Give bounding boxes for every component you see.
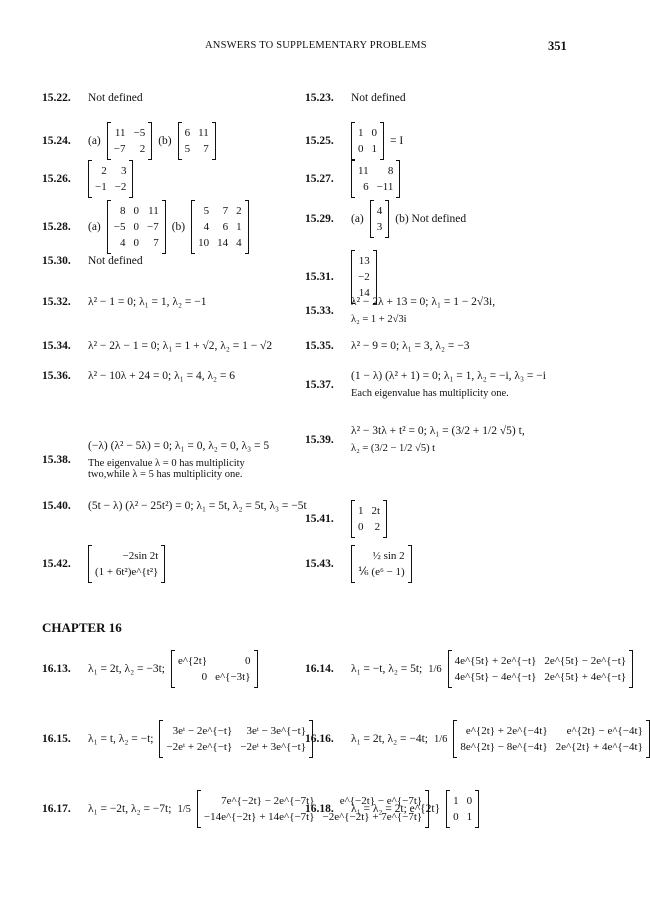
matrix-entry: 2 xyxy=(101,165,107,177)
answer-body xyxy=(351,92,406,104)
part-a-label: (a) xyxy=(88,135,101,147)
answer-15-27 xyxy=(305,160,400,198)
answer-15-41 xyxy=(305,500,387,538)
answer-matrix xyxy=(370,200,390,238)
matrix-entry: 4 xyxy=(203,221,210,233)
running-header: ANSWERS TO SUPPLEMENTARY PROBLEMS xyxy=(205,40,427,51)
answer-text: λ₁ = −2t, λ₂ = −7t; xyxy=(88,803,172,815)
answer-15-26 xyxy=(42,160,133,198)
matrix-entry: 7 xyxy=(203,143,209,155)
matrix-entry: 2e^{5t} − 2e^{−t} xyxy=(544,655,627,667)
matrix-entry: 5 xyxy=(203,205,210,217)
scalar-factor: 1/6 xyxy=(428,663,442,675)
matrix-entry: 8 xyxy=(387,165,394,177)
matrix-entry: 4e^{5t} − 4e^{−t} xyxy=(454,671,537,683)
matrix-entry: 6 xyxy=(184,127,191,139)
matrix-entry: −5 xyxy=(133,127,146,139)
matrix-entry: 0 xyxy=(133,237,139,249)
answer-body xyxy=(351,663,422,675)
answer-text: λ₁ = t, λ₂ = −t; xyxy=(88,733,154,745)
matrix-entry: −11 xyxy=(376,181,394,193)
problem-number: 15.30. xyxy=(42,255,71,267)
matrix-entry: 14 xyxy=(358,287,370,299)
answer-text: λ² − 2λ − 1 = 0; λ₁ = 1 + √2, λ₂ = 1 − √2 xyxy=(88,340,273,352)
matrix-entry: 1 xyxy=(453,795,459,807)
matrix-entry: 0 xyxy=(133,205,139,217)
answer-15-23 xyxy=(305,92,406,104)
part-a-label: (a) xyxy=(88,221,101,233)
answer-15-33 xyxy=(305,296,495,325)
problem-number: 16.15. xyxy=(42,733,71,745)
answer-15-37 xyxy=(305,370,546,399)
matrix-entry: −7 xyxy=(113,143,126,155)
matrix-b xyxy=(178,122,216,160)
answer-body xyxy=(351,296,495,325)
answer-15-25 xyxy=(305,122,403,160)
answer-matrix xyxy=(351,160,400,198)
answer-15-30 xyxy=(42,255,143,267)
answer-text: Not defined xyxy=(351,92,406,104)
problem-number: 15.29. xyxy=(305,213,334,225)
problem-number: 16.13. xyxy=(42,663,71,675)
answer-text: λ² − 2λ + 13 = 0; λ₁ = 1 − 2√3i, xyxy=(351,296,496,308)
answer-line: Each eigenvalue has multiplicity one. xyxy=(351,388,509,399)
scalar-factor: 1/6 xyxy=(433,733,448,745)
answer-matrix xyxy=(88,160,133,198)
answer-body xyxy=(351,370,546,399)
part-a-label: (a) xyxy=(351,213,364,225)
matrix-entry: 0 xyxy=(453,811,459,823)
matrix-entry: 6 xyxy=(222,221,229,233)
answer-body xyxy=(351,803,440,815)
problem-number: 15.40. xyxy=(42,500,71,512)
answer-15-22 xyxy=(42,92,143,104)
problem-number: 15.22. xyxy=(42,92,71,104)
answer-text: (1 − λ) (λ² + 1) = 0; λ₁ = 1, λ₂ = −i, λ₃ = −i xyxy=(351,370,546,382)
part-b-label: (b) xyxy=(171,221,186,233)
answer-text: (−λ) (λ² − 5λ) = 0; λ₁ = 0, λ₂ = 0, λ₃ = 5 xyxy=(88,440,270,452)
answer-body xyxy=(351,733,428,745)
answer-text: λ₁ = 2t, λ₂ = −3t; xyxy=(88,663,165,675)
matrix-entry: 2e^{2t} + 4e^{−4t} xyxy=(555,741,643,753)
matrix-entry: 0 xyxy=(358,143,364,155)
matrix-b xyxy=(191,200,249,254)
answer-15-24 xyxy=(42,122,216,160)
answer-line: two,while λ = 5 has multiplicity one. xyxy=(88,469,243,480)
matrix-entry: 11 xyxy=(148,205,159,217)
answer-16-13 xyxy=(42,650,258,688)
answer-text: Not defined xyxy=(88,92,143,104)
problem-number: 15.32. xyxy=(42,296,71,308)
answer-16-16 xyxy=(305,720,650,758)
matrix-entry: 4 xyxy=(376,205,383,217)
matrix-entry: −14e^{−2t} + 14e^{−7t} xyxy=(203,811,315,823)
answer-15-28 xyxy=(42,200,249,254)
matrix-entry: −2sin 2t xyxy=(122,550,159,562)
problem-number: 16.14. xyxy=(305,663,334,675)
answer-text: λ₁ = −t, λ₂ = 5t; xyxy=(351,663,423,675)
problem-number: 15.41. xyxy=(305,513,334,525)
answer-matrix xyxy=(446,790,479,828)
matrix-a xyxy=(107,122,152,160)
problem-number: 15.37. xyxy=(305,378,334,391)
answer-body xyxy=(351,425,525,454)
answer-body xyxy=(88,255,143,267)
answer-15-32 xyxy=(42,296,206,308)
matrix-entry: 3 xyxy=(120,165,127,177)
matrix-entry: −7 xyxy=(146,221,159,233)
answer-body xyxy=(351,340,469,352)
matrix-entry: ½ sin 2 xyxy=(372,550,405,562)
matrix-entry: −2e^{−2t} + 7e^{−7t} xyxy=(322,811,423,823)
answer-16-14 xyxy=(305,650,633,688)
problem-number: 15.27. xyxy=(305,173,334,185)
matrix-entry: 11 xyxy=(358,165,369,177)
problem-number: 15.33. xyxy=(305,304,334,317)
answer-text: λ₁ = 2t, λ₂ = −4t; xyxy=(351,733,428,745)
problem-number: 15.25. xyxy=(305,135,334,147)
matrix-entry: 1 xyxy=(236,221,242,233)
matrix-entry: 1 xyxy=(466,811,473,823)
answer-15-34 xyxy=(42,340,272,352)
answer-body xyxy=(88,803,171,815)
matrix-entry: 3 xyxy=(376,221,383,233)
matrix-entry: 2 xyxy=(236,205,242,217)
matrix-entry: 2 xyxy=(374,521,381,533)
matrix-entry: 0 xyxy=(466,795,473,807)
problem-number: 15.43. xyxy=(305,558,334,570)
answer-text: λ² − 1 = 0; λ₁ = 1, λ₂ = −1 xyxy=(88,296,207,308)
matrix-entry: −2 xyxy=(358,271,370,283)
scalar-factor: 1/5 xyxy=(177,803,191,815)
problem-number: 16.18. xyxy=(305,803,334,815)
matrix-entry: 3eᵗ − 3e^{−t} xyxy=(246,725,306,737)
answer-body xyxy=(88,340,272,352)
matrix-entry: −2eᵗ + 3e^{−t} xyxy=(240,741,306,753)
problem-number: 15.23. xyxy=(305,92,334,104)
answer-16-18 xyxy=(305,790,479,828)
answer-text: λ² − 10λ + 24 = 0; λ₁ = 4, λ₂ = 6 xyxy=(88,370,236,382)
answer-matrix xyxy=(351,545,412,583)
answer-text: λ² − 9 = 0; λ₁ = 3, λ₂ = −3 xyxy=(351,340,470,352)
part-b-label: (b) Not defined xyxy=(395,213,467,225)
answer-matrix xyxy=(171,650,258,688)
matrix-entry: 2 xyxy=(139,143,146,155)
matrix-entry: e^{2t} + 2e^{−4t} xyxy=(465,725,548,737)
part-b-label: (b) xyxy=(158,135,172,147)
answer-matrix xyxy=(351,500,387,538)
matrix-entry: e^{2t} − e^{−4t} xyxy=(566,725,643,737)
matrix-entry: 7e^{−2t} − 2e^{−7t} xyxy=(221,795,315,807)
answer-body xyxy=(88,733,153,745)
answer-body xyxy=(88,92,143,104)
answer-line: The eigenvalue λ = 0 has multiplicity xyxy=(88,458,245,469)
matrix-entry: 0 xyxy=(201,671,208,683)
matrix-entry: 1 xyxy=(371,143,377,155)
matrix-entry: −5 xyxy=(113,221,126,233)
matrix-entry: −2 xyxy=(114,181,127,193)
problem-number: 15.34. xyxy=(42,340,71,352)
problem-number: 16.16. xyxy=(305,733,334,745)
matrix-entry: 2e^{5t} + 4e^{−t} xyxy=(544,671,627,683)
answer-15-42 xyxy=(42,545,165,583)
page-number: 351 xyxy=(548,39,567,53)
answer-15-36 xyxy=(42,370,235,382)
matrix-entry: 8 xyxy=(119,205,126,217)
matrix-entry: 7 xyxy=(222,205,229,217)
problem-number: 15.35. xyxy=(305,340,334,352)
matrix-entry: 10 xyxy=(198,237,210,249)
matrix-entry: ⅙ (e⁶ − 1) xyxy=(358,566,405,578)
matrix-entry: e^{−2t} − e^{−7t} xyxy=(339,795,423,807)
matrix-entry: −1 xyxy=(95,181,107,193)
matrix-a xyxy=(107,200,166,254)
matrix-entry: 13 xyxy=(358,255,370,267)
matrix-entry: 1 xyxy=(358,127,364,139)
answer-line: λ₂ = (3/2 − 1/2 √5) t xyxy=(351,443,436,454)
matrix-entry: 0 xyxy=(245,655,251,667)
answer-text: λ² − 3tλ + t² = 0; λ₁ = (3/2 + 1/2 √5) t, xyxy=(351,425,525,437)
matrix-entry: 0 xyxy=(133,221,139,233)
matrix-entry: 14 xyxy=(217,237,229,249)
answer-matrix xyxy=(448,650,633,688)
problem-number: 15.31. xyxy=(305,271,334,283)
problem-number: 15.42. xyxy=(42,558,71,570)
answer-15-43 xyxy=(305,545,412,583)
answer-line: λ₂ = 1 + 2√3i xyxy=(351,314,407,325)
matrix-entry: (1 + 6t²)e^{t²} xyxy=(95,566,159,578)
matrix-entry: 11 xyxy=(114,127,126,139)
matrix-entry: 3eᵗ − 2e^{−t} xyxy=(172,725,233,737)
answer-matrix xyxy=(351,122,384,160)
problem-number: 15.26. xyxy=(42,173,71,185)
answer-body xyxy=(88,663,165,675)
problem-number: 15.28. xyxy=(42,221,71,233)
matrix-entry: 4e^{5t} + 2e^{−t} xyxy=(454,655,537,667)
answer-matrix xyxy=(453,720,649,758)
matrix-entry: e^{2t} xyxy=(177,655,208,667)
matrix-entry: 0 xyxy=(358,521,364,533)
matrix-entry: 6 xyxy=(363,181,369,193)
matrix-entry: 1 xyxy=(358,505,364,517)
equals-identity: = I xyxy=(390,135,404,147)
matrix-entry: 4 xyxy=(119,237,126,249)
answer-text: (5t − λ) (λ² − 25t²) = 0; λ₁ = 5t, λ₂ = 5t, λ₃ = −5t xyxy=(88,500,307,512)
matrix-entry: 8e^{2t} − 8e^{−4t} xyxy=(460,741,548,753)
answer-15-35 xyxy=(305,340,469,352)
chapter-heading: CHAPTER 16 xyxy=(42,620,122,635)
matrix-entry: 5 xyxy=(184,143,191,155)
answer-16-15 xyxy=(42,720,313,758)
problem-number: 15.24. xyxy=(42,135,71,147)
answer-15-38 xyxy=(42,440,269,480)
answer-body xyxy=(88,500,307,512)
answer-body xyxy=(88,296,206,308)
matrix-entry: e^{−3t} xyxy=(215,671,251,683)
problem-number: 15.36. xyxy=(42,370,71,382)
problem-number: 16.17. xyxy=(42,803,71,815)
matrix-entry: 4 xyxy=(236,237,242,249)
answer-body xyxy=(88,370,235,382)
matrix-entry: 2t xyxy=(371,505,381,517)
answer-text: λ₁ = λ₂ = 2t; e^{2t} xyxy=(351,803,441,815)
matrix-entry: 11 xyxy=(198,127,209,139)
answer-matrix xyxy=(159,720,313,758)
matrix-entry: 0 xyxy=(371,127,377,139)
answer-15-29 xyxy=(305,200,466,238)
answer-15-40 xyxy=(42,500,307,512)
matrix-entry: 7 xyxy=(153,237,159,249)
problem-number: 15.39. xyxy=(305,433,334,446)
matrix-entry: −2eᵗ + 2e^{−t} xyxy=(166,741,233,753)
answer-matrix xyxy=(88,545,165,583)
answer-15-39 xyxy=(305,425,525,454)
problem-number: 15.38. xyxy=(42,454,71,466)
answer-text: Not defined xyxy=(88,255,143,267)
answer-body xyxy=(88,440,269,480)
